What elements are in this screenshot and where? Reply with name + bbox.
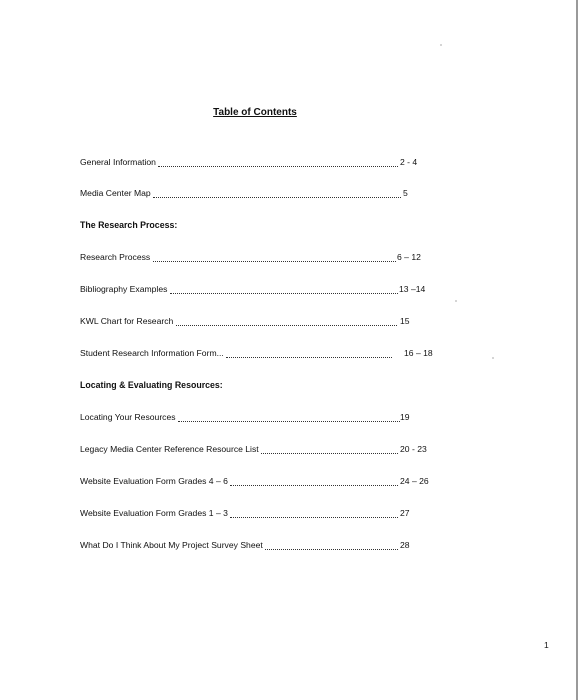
toc-entry	[80, 538, 460, 552]
scan-speck	[492, 357, 494, 359]
toc-entry-label: What Do I Think About My Project Survey Sheet	[80, 540, 263, 550]
dot-leader	[178, 420, 400, 422]
toc-entry-label: Student Research Information Form...	[80, 348, 224, 358]
dot-leader	[153, 260, 398, 262]
toc-entry	[80, 346, 460, 360]
toc-entry-page: 19	[400, 412, 410, 422]
toc-entry-label: Locating Your Resources	[80, 412, 176, 422]
toc-entry-label: General Information	[80, 157, 156, 167]
toc-entry-page: 15	[400, 316, 410, 326]
dot-leader	[176, 324, 397, 326]
toc-title: Table of Contents	[213, 107, 297, 118]
dot-leader	[230, 516, 398, 518]
toc-entry-label: Research Process	[80, 252, 151, 262]
toc-entry-label: Media Center Map	[80, 188, 151, 198]
toc-entry	[80, 155, 460, 169]
toc-entry-page: 27	[400, 508, 410, 518]
toc-entry-page: 24 – 26	[400, 476, 429, 486]
dot-leader	[170, 292, 398, 294]
toc-entry	[80, 250, 460, 264]
toc-entry-page: 20 - 23	[400, 444, 427, 454]
dot-leader	[261, 452, 398, 454]
toc-entry	[80, 410, 460, 424]
toc-entry-label: Legacy Media Center Reference Resource List	[80, 444, 259, 454]
toc-entry-page: 16 – 18	[404, 348, 433, 358]
toc-entry	[80, 442, 460, 456]
scan-speck	[440, 44, 442, 46]
toc-entry-label: KWL Chart for Research	[80, 316, 174, 326]
dot-leader	[265, 548, 398, 550]
toc-entry-page: 2 - 4	[400, 157, 418, 167]
section-heading: Locating & Evaluating Resources:	[80, 380, 223, 390]
scan-speck	[455, 300, 457, 302]
toc-entry	[80, 506, 460, 520]
section-heading: The Research Process:	[80, 220, 178, 230]
toc-entry	[80, 186, 460, 200]
dot-leader	[226, 356, 392, 358]
toc-entry-page: 13 –14	[399, 284, 426, 294]
toc-entry-page: 5	[403, 188, 408, 198]
toc-entry	[80, 314, 460, 328]
toc-entry-page: 6 – 12	[397, 252, 421, 262]
page-number: 1	[544, 640, 549, 650]
dot-leader	[153, 196, 401, 198]
toc-entry	[80, 282, 460, 296]
toc-entry-label: Website Evaluation Form Grades 1 – 3	[80, 508, 228, 518]
dot-leader	[158, 165, 398, 167]
toc-entry	[80, 474, 460, 488]
toc-entry-page: 28	[400, 540, 410, 550]
toc-entry-label: Website Evaluation Form Grades 4 – 6	[80, 476, 228, 486]
toc-entry-label: Bibliography Examples	[80, 284, 168, 294]
dot-leader	[230, 484, 398, 486]
